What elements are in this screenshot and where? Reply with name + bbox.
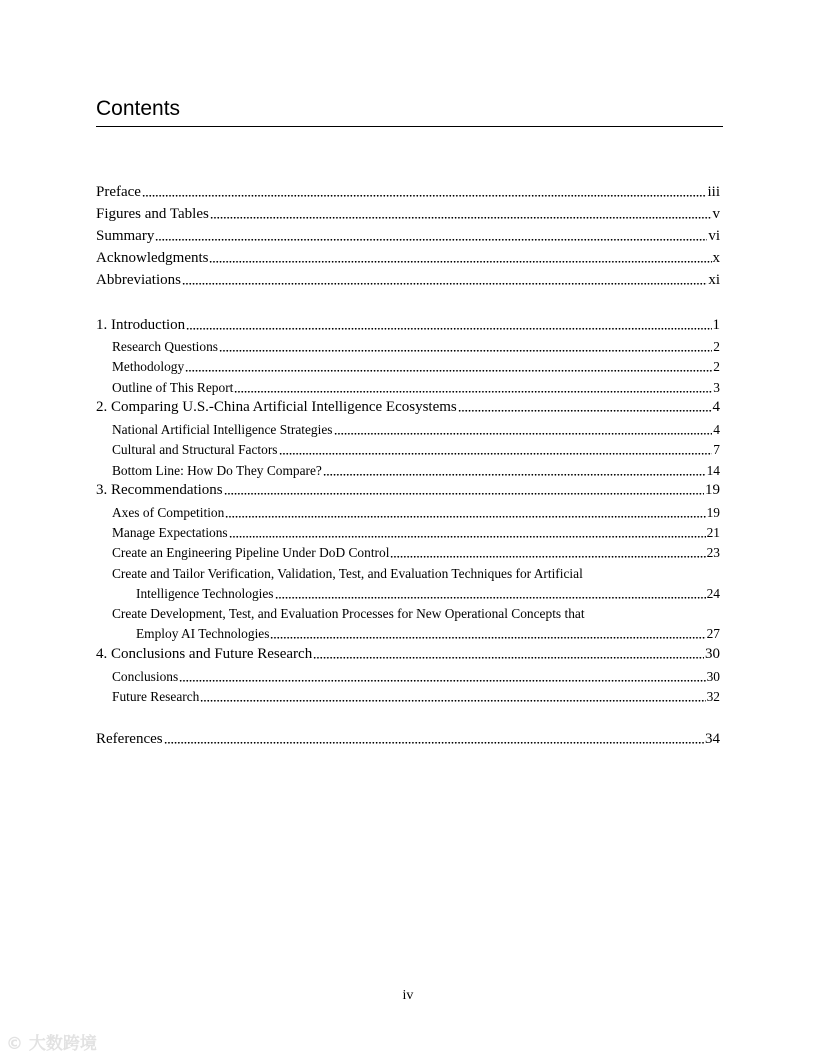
toc-entry-page: iii: [707, 184, 720, 200]
toc-entry-preface[interactable]: [96, 184, 720, 201]
toc-entry-title: Outline of This Report: [112, 380, 234, 395]
toc-entry-page: 2: [713, 339, 720, 354]
toc-section[interactable]: [96, 422, 720, 438]
dot-leader: [179, 672, 705, 682]
toc-entry-title: Bottom Line: How Do They Compare?: [112, 463, 322, 478]
toc-section-line-1[interactable]: Create and Tailor Verification, Validation, Test, and Evaluation Techniques for Artificial: [112, 566, 583, 581]
dot-leader: [155, 231, 707, 241]
toc-section[interactable]: [96, 545, 720, 561]
toc-section-continuation[interactable]: [96, 586, 720, 602]
toc-entry-title: Methodology: [112, 359, 185, 374]
toc-entry-page: 19: [706, 505, 720, 520]
toc-entry-page: xi: [708, 272, 720, 288]
toc-entry-title: Axes of Competition: [112, 505, 225, 520]
toc-entry-title: Employ AI Technologies: [136, 626, 270, 641]
toc-section-line-1[interactable]: Create Development, Test, and Evaluation Processes for New Operational Concepts that: [112, 606, 585, 621]
toc-entry-title: 4. Conclusions and Future Research: [96, 646, 313, 662]
dot-leader: [323, 466, 706, 476]
dot-leader: [210, 209, 712, 219]
toc-section[interactable]: [96, 689, 720, 705]
dot-leader: [458, 402, 712, 412]
toc-entry-page: v: [712, 206, 720, 222]
toc-entry-page: 30: [706, 669, 720, 684]
toc-entry-page: 24: [706, 586, 720, 601]
dot-leader: [229, 528, 706, 538]
dot-leader: [182, 275, 707, 285]
toc-entry-page: 34: [705, 731, 720, 747]
page-number: iv: [402, 988, 414, 1003]
toc-entry-title: Cultural and Structural Factors: [112, 442, 278, 457]
toc-entry-page: vi: [708, 228, 720, 244]
toc-chapter-1[interactable]: [96, 317, 720, 334]
toc-section[interactable]: [96, 380, 720, 396]
toc-entry-title: Research Questions: [112, 339, 218, 354]
toc-entry-title: Intelligence Technologies: [136, 586, 274, 601]
toc-entry-page: 27: [706, 626, 720, 641]
dot-leader: [209, 253, 711, 263]
contents-heading: Contents: [96, 95, 723, 127]
toc-entry-page: 32: [706, 689, 720, 704]
toc-entry-title: Future Research: [112, 689, 200, 704]
toc-section[interactable]: [96, 339, 720, 355]
dot-leader: [313, 649, 704, 659]
toc-entry-page: 19: [705, 482, 720, 498]
toc-section[interactable]: [96, 505, 720, 521]
toc-entry-title: 3. Recommendations: [96, 482, 223, 498]
toc-entry-page: 21: [706, 525, 720, 540]
toc-entry-page: 7: [713, 442, 720, 457]
toc-entry-page: 1: [712, 317, 720, 333]
toc-entry-page: 23: [706, 545, 720, 560]
dot-leader: [334, 425, 713, 435]
toc-section[interactable]: [96, 525, 720, 541]
toc-entry-abbreviations[interactable]: [96, 272, 720, 289]
toc-entry-page: 14: [706, 463, 720, 478]
watermark-icon: ©: [6, 1034, 23, 1054]
watermark-text: 大数跨境: [28, 1034, 97, 1054]
dot-leader: [219, 342, 712, 352]
toc-section-continuation[interactable]: [96, 626, 720, 642]
toc-entry-title: National Artificial Intelligence Strategies: [112, 422, 333, 437]
toc-entry-title: Conclusions: [112, 669, 179, 684]
toc-entry-title: Summary: [96, 228, 155, 244]
toc-chapter-4[interactable]: [96, 646, 720, 663]
toc-entry-title: Create an Engineering Pipeline Under DoD Control: [112, 545, 390, 560]
toc-entry-page: 4: [712, 399, 720, 415]
toc-entry-title: 1. Introduction: [96, 317, 186, 333]
toc-entry-references[interactable]: [96, 731, 720, 748]
toc-entry-page: 2: [713, 359, 720, 374]
toc-entry-page: 3: [713, 380, 720, 395]
toc-entry-figures-and-tables[interactable]: [96, 206, 720, 223]
toc-entry-title: References: [96, 731, 163, 747]
toc-entry-summary[interactable]: [96, 228, 720, 245]
toc-section[interactable]: [96, 442, 720, 458]
toc-entry-acknowledgments[interactable]: [96, 250, 720, 267]
dot-leader: [390, 548, 705, 558]
dot-leader: [186, 320, 711, 330]
toc-section[interactable]: [96, 669, 720, 685]
toc-entry-title: Figures and Tables: [96, 206, 209, 222]
toc-chapter-2[interactable]: [96, 399, 720, 416]
toc-entry-title: Manage Expectations: [112, 525, 228, 540]
dot-leader: [185, 362, 712, 372]
dot-leader: [200, 692, 705, 702]
dot-leader: [275, 589, 706, 599]
dot-leader: [234, 383, 712, 393]
toc-section[interactable]: [96, 463, 720, 479]
toc-entry-page: x: [712, 250, 720, 266]
toc-entry-page: 30: [705, 646, 720, 662]
dot-leader: [224, 485, 704, 495]
dot-leader: [164, 734, 704, 744]
toc-entry-title: Acknowledgments: [96, 250, 209, 266]
toc-entry-title: Abbreviations: [96, 272, 181, 288]
toc-entry-page: 4: [713, 422, 720, 437]
toc-entry-title: Preface: [96, 184, 141, 200]
dot-leader: [270, 629, 705, 639]
toc-section[interactable]: [96, 359, 720, 375]
dot-leader: [279, 445, 713, 455]
dot-leader: [142, 187, 707, 197]
watermark-logo: [6, 1029, 97, 1054]
toc-entry-title: 2. Comparing U.S.-China Artificial Intelligence Ecosystems: [96, 399, 457, 415]
dot-leader: [225, 508, 705, 518]
toc-chapter-3[interactable]: [96, 482, 720, 499]
